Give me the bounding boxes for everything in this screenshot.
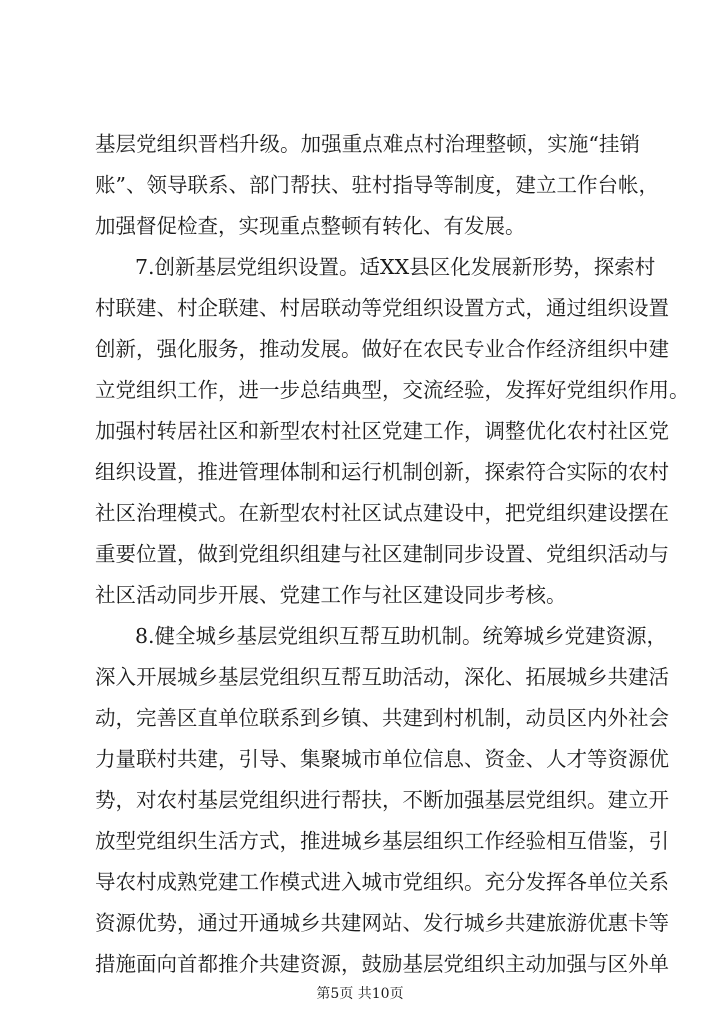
text-line: 势，对农村基层党组织进行帮扶，不断加强基层党组织。建立开	[95, 788, 669, 812]
text-line: 放型党组织生活方式，推进城乡基层组织工作经验相互借鉴，引	[95, 829, 669, 853]
text-line: 导农村成熟党建工作模式进入城市党组织。充分发挥各单位关系	[95, 870, 669, 894]
text-line: 措施面向首都推介共建资源，鼓励基层党组织主动加强与区外单	[95, 952, 669, 976]
text-line: 创新，强化服务，推动发展。做好在农民专业合作经济组织中建	[95, 337, 669, 361]
text-line: 村联建、村企联建、村居联动等党组织设置方式，通过组织设置	[95, 296, 669, 320]
text-line: 加强督促检查，实现重点整顿有转化、有发展。	[95, 214, 526, 238]
text-line: 立党组织工作，进一步总结典型，交流经验，发挥好党组织作用。	[95, 378, 690, 402]
text-line: 基层党组织晋档升级。加强重点难点村治理整顿，实施“挂销	[95, 132, 640, 156]
text-line: 资源优势，通过开通城乡共建网站、发行城乡共建旅游优惠卡等	[95, 911, 669, 935]
text-line: 重要位置，做到党组织组建与社区建制同步设置、党组织活动与	[95, 542, 669, 566]
text-line: 社区活动同步开展、党建工作与社区建设同步考核。	[95, 583, 567, 607]
text-line: 加强村转居社区和新型农村社区党建工作，调整优化农村社区党	[95, 419, 669, 443]
text-line: 账”、领导联系、部门帮扶、驻村指导等制度，建立工作台帐，	[95, 173, 659, 197]
section-8-heading-line: 8.健全城乡基层党组织互帮互助机制。统筹城乡党建资源，	[135, 624, 668, 648]
section-7-heading-line: 7.创新基层党组织设置。适XX县区化发展新形势，探索村	[135, 255, 656, 279]
text-line: 深入开展城乡基层党组织互帮互助活动，深化、拓展城乡共建活	[95, 665, 669, 689]
text-line: 社区治理模式。在新型农村社区试点建设中，把党组织建设摆在	[95, 501, 669, 525]
text-line: 动，完善区直单位联系到乡镇、共建到村机制，动员区内外社会	[95, 706, 669, 730]
text-line: 力量联村共建，引导、集聚城市单位信息、资金、人才等资源优	[95, 747, 669, 771]
text-line: 组织设置，推进管理体制和运行机制创新，探索符合实际的农村	[95, 460, 669, 484]
page-number-footer: 第5页 共10页	[316, 986, 404, 1002]
